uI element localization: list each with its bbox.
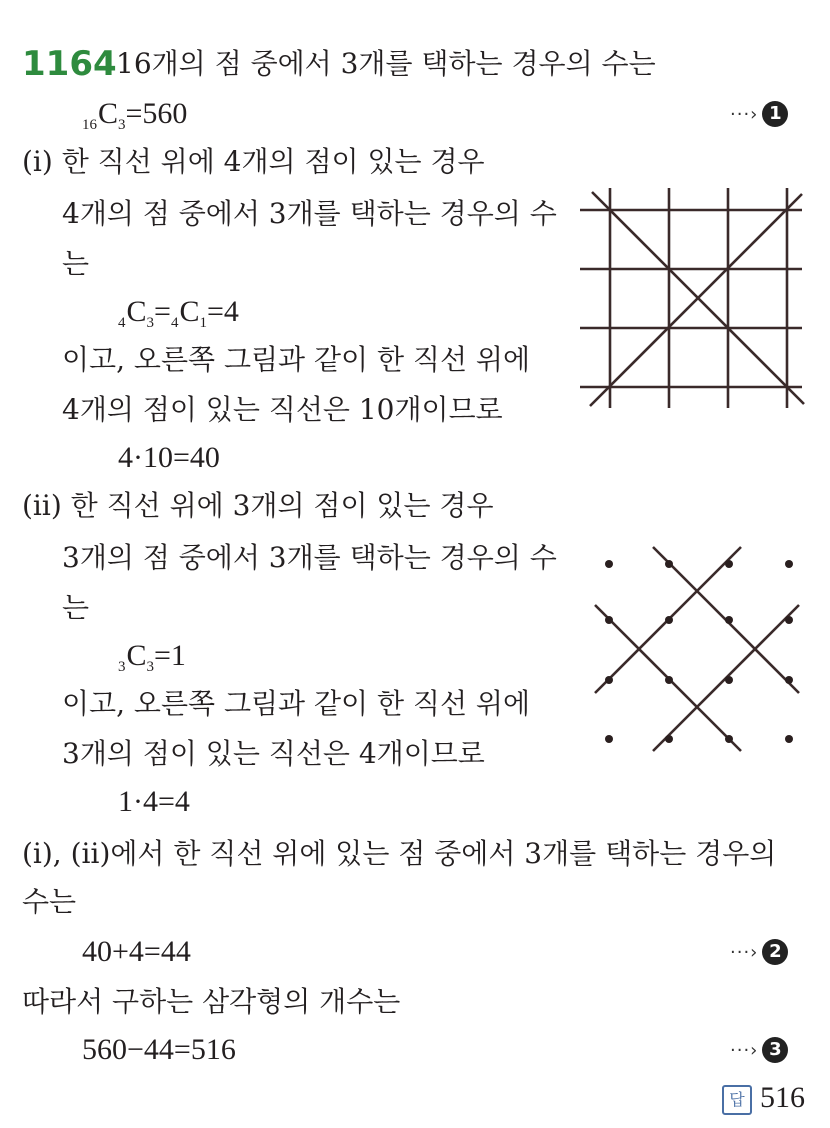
case2-label: (ⅱ)	[22, 489, 62, 522]
answer-value: 516	[760, 1081, 805, 1114]
formula-total-rest: =560	[125, 97, 188, 130]
combined-calc: 40+4=44	[82, 935, 191, 968]
case1-line3: 4개의 점이 있는 직선은 10개이므로	[62, 393, 503, 426]
dot	[665, 616, 673, 624]
case2-formula-r: 3	[146, 659, 155, 675]
case2-line2: 이고, 오른쪽 그림과 같이 한 직선 위에	[62, 687, 531, 720]
case1-heading-text: 한 직선 위에 4개의 점이 있는 경우	[61, 145, 485, 178]
formula-total-letter: C	[98, 97, 119, 130]
case2-line1b: 는	[62, 591, 90, 624]
combined-line1: (ⅰ), (ⅱ)에서 한 직선 위에 있는 점 중에서 3개를 택하는 경우의	[22, 837, 777, 870]
combined-line2: 수는	[22, 885, 77, 918]
answer	[722, 1078, 805, 1118]
case1-formula-r1: 3	[146, 315, 155, 331]
formula-total-n: 16	[82, 117, 97, 133]
dot	[605, 676, 613, 684]
step-marker-dots: ···›	[730, 942, 759, 963]
dot	[785, 616, 793, 624]
case1-line1b: 는	[62, 247, 90, 280]
dot	[605, 616, 613, 624]
step-marker-1	[730, 94, 788, 135]
case1-calc: 4·10=40	[118, 441, 220, 474]
step-number-2: 2	[762, 939, 788, 965]
case2-formula-rest: =1	[154, 639, 186, 672]
conclusion-calc: 560−44=516	[82, 1033, 236, 1066]
dot	[725, 735, 733, 743]
case2-calc: 1·4=4	[118, 785, 190, 818]
case1-formula	[118, 292, 239, 343]
case2-formula-n: 3	[118, 659, 126, 675]
step-marker-dots: ···›	[730, 104, 759, 125]
case1-formula-letter2: C	[179, 295, 200, 328]
step-number-1: 1	[762, 101, 788, 127]
dot	[665, 560, 673, 568]
case1-line2: 이고, 오른쪽 그림과 같이 한 직선 위에	[62, 343, 531, 376]
figure-grid-lines	[580, 188, 810, 418]
dot	[665, 676, 673, 684]
dot	[725, 560, 733, 568]
case1-heading	[22, 142, 485, 182]
grid-diagonal-anti	[590, 194, 802, 406]
conclusion-line: 따라서 구하는 삼각형의 개수는	[22, 985, 401, 1018]
case1-label: (ⅰ)	[22, 145, 53, 178]
case1-formula-rest: =4	[206, 295, 239, 328]
dot	[725, 616, 733, 624]
dot	[785, 676, 793, 684]
formula-total	[82, 94, 187, 145]
case2-heading-text: 한 직선 위에 3개의 점이 있는 경우	[70, 489, 494, 522]
case1-formula-n1: 4	[118, 315, 126, 331]
dot	[665, 735, 673, 743]
step-marker-3	[730, 1030, 788, 1071]
step-marker-2	[730, 932, 788, 973]
case1-formula-mid: =	[154, 295, 171, 328]
case2-heading	[22, 486, 494, 526]
answer-mark-icon: 답	[722, 1085, 752, 1115]
dot	[785, 735, 793, 743]
case2-line3: 3개의 점이 있는 직선은 4개이므로	[62, 737, 485, 770]
formula-total-r: 3	[118, 117, 126, 133]
case2-formula-letter: C	[126, 639, 147, 672]
step-number-3: 3	[762, 1037, 788, 1063]
intro-text: 16개의 점 중에서 3개를 택하는 경우의 수는	[116, 47, 656, 80]
dot	[605, 735, 613, 743]
case1-formula-r2: 1	[199, 315, 207, 331]
case2-line1: 3개의 점 중에서 3개를 택하는 경우의 수	[62, 541, 557, 574]
case1-line1: 4개의 점 중에서 3개를 택하는 경우의 수	[62, 197, 557, 230]
step-marker-dots: ···›	[730, 1040, 759, 1061]
figure-diagonal-lines	[585, 535, 815, 765]
dot	[725, 676, 733, 684]
dot	[785, 560, 793, 568]
case1-formula-letter1: C	[126, 295, 147, 328]
case1-formula-n2: 4	[170, 315, 179, 331]
problem-number: 1164	[22, 44, 117, 84]
dot	[605, 560, 613, 568]
case2-formula	[118, 636, 186, 687]
